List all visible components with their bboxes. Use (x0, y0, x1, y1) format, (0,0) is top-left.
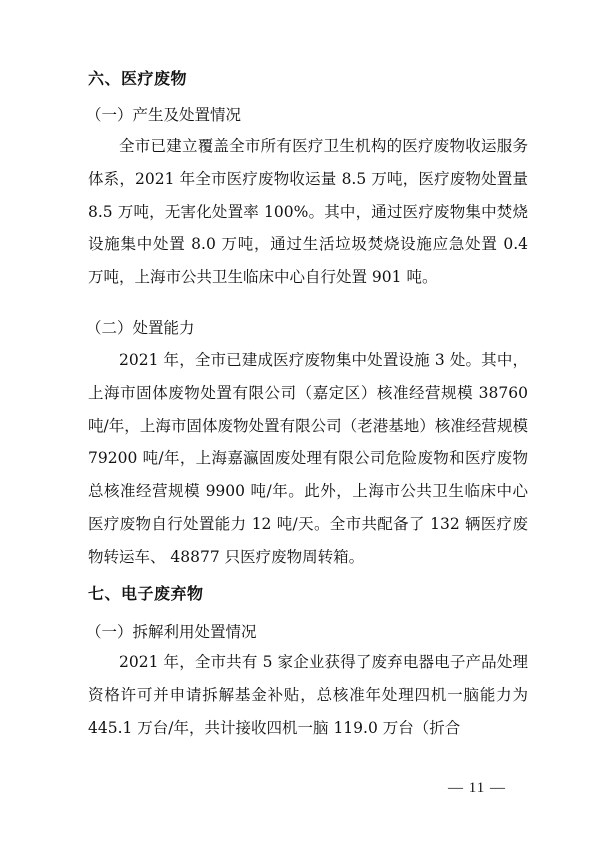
subsection-heading-generation-disposal: （一）产生及处置情况 (86, 106, 242, 124)
section-heading-medical-waste: 六、医疗废物 (88, 69, 188, 88)
subsection-heading-disposal-capacity: （二）处置能力 (86, 319, 195, 337)
page-number: — 11 — (448, 780, 506, 796)
paragraph-generation-disposal: 全市已建立覆盖全市所有医疗卫生机构的医疗废物收运服务体系，2021 年全市医疗废物收运量 8.5 万吨，医疗废物处置量 8.5 万吨，无害化处置率 100%。其中，通过医疗废物集中焚烧设施集中处置 8.0 万吨，通过生活垃圾焚烧设施应急处置 0.4 万吨，上海市公共卫生临床中心自行处置 901 吨。 (88, 137, 528, 287)
paragraph-disposal-capacity: 2021 年，全市已建成医疗废物集中处置设施 3 处。其中，上海市固体废物处置有限公司（嘉定区）核准经营规模 38760 吨/年，上海市固体废物处置有限公司（老港基地）核准经营规模 79200 吨/年，上海嘉瀛固废处理有限公司危险废物和医疗废物总核准经营规模 9900 吨/年。此外，上海市公共卫生临床中心医疗废物自行处置能力 12 吨/天。全市共配备了 132 辆医疗废物转运车、 48877 只医疗废物周转箱。 (88, 351, 528, 566)
paragraph-dismantling: 2021 年，全市共有 5 家企业获得了废弃电器电子产品处理资格许可并申请拆解基金补贴，总核准年处理四机一脑能力为 445.1 万台/年，共计接收四机一脑 119.0 万台（折合 (88, 653, 528, 737)
section-heading-e-waste: 七、电子废弃物 (88, 584, 204, 603)
subsection-heading-dismantling: （一）拆解利用处置情况 (86, 623, 257, 641)
